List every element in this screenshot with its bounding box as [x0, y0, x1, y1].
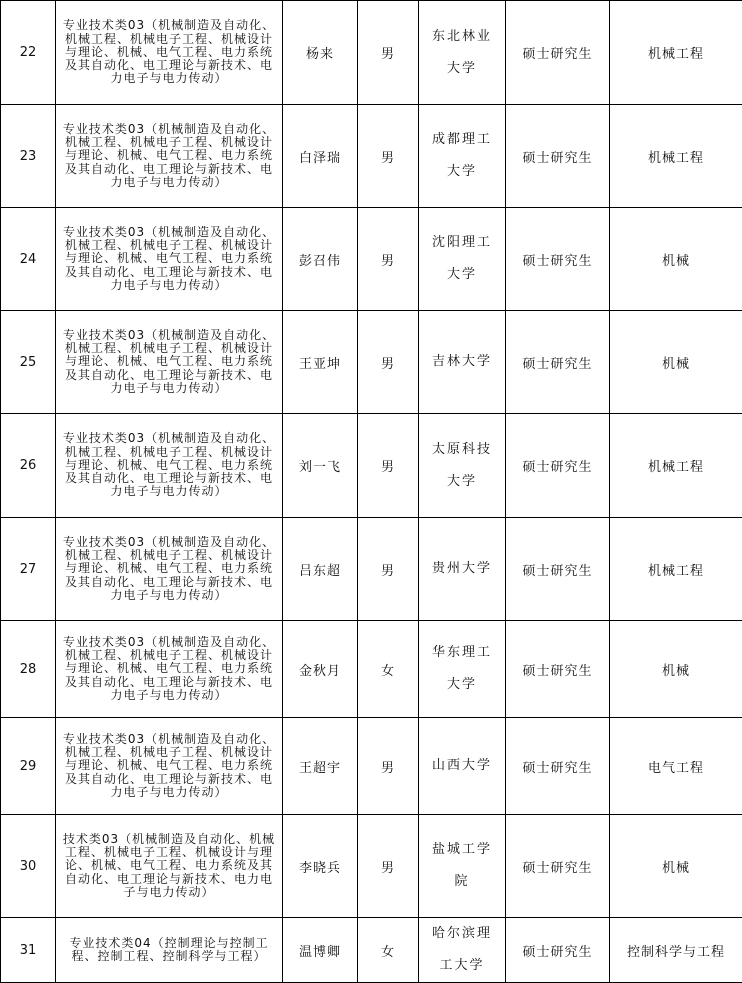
education-degree: 硕士研究生: [506, 208, 610, 311]
table-row: [1, 621, 742, 718]
education-degree: 硕士研究生: [506, 621, 610, 718]
candidate-gender: 男: [358, 414, 419, 518]
graduate-specialty: 机械工程: [610, 105, 742, 208]
row-number: 25: [1, 311, 56, 414]
position-major: 技术类03（机械制造及自动化、机械工程、机械电子工程、机械设计与理论、机械、电气工程、电力系统及其自动化、电工理论与新技术、电力电子与电力传动）: [56, 815, 283, 918]
candidate-gender: 男: [358, 815, 419, 918]
table-row: [1, 414, 742, 518]
row-number: 24: [1, 208, 56, 311]
candidate-name: 刘一飞: [283, 414, 358, 518]
table-row: [1, 105, 742, 208]
candidate-name: 彭召伟: [283, 208, 358, 311]
candidate-name: 李晓兵: [283, 815, 358, 918]
candidate-gender: 男: [358, 311, 419, 414]
row-number: 23: [1, 105, 56, 208]
graduate-school: 太原科技大学: [419, 414, 506, 518]
position-major: 专业技术类03（机械制造及自动化、机械工程、机械电子工程、机械设计与理论、机械、电气工程、电力系统及其自动化、电工理论与新技术、电力电子与电力传动）: [56, 208, 283, 311]
candidate-name: 白泽瑞: [283, 105, 358, 208]
position-major: 专业技术类03（机械制造及自动化、机械工程、机械电子工程、机械设计与理论、机械、电气工程、电力系统及其自动化、电工理论与新技术、电力电子与电力传动）: [56, 621, 283, 718]
graduate-specialty: 机械工程: [610, 518, 742, 621]
row-number: 26: [1, 414, 56, 518]
candidate-name: 杨来: [283, 1, 358, 105]
graduate-school: 盐城工学院: [419, 815, 506, 918]
education-degree: 硕士研究生: [506, 518, 610, 621]
table-row: [1, 815, 742, 918]
graduate-specialty: 机械: [610, 815, 742, 918]
position-major: 专业技术类03（机械制造及自动化、机械工程、机械电子工程、机械设计与理论、机械、电气工程、电力系统及其自动化、电工理论与新技术、电力电子与电力传动）: [56, 414, 283, 518]
position-major: 专业技术类03（机械制造及自动化、机械工程、机械电子工程、机械设计与理论、机械、电气工程、电力系统及其自动化、电工理论与新技术、电力电子与电力传动）: [56, 1, 283, 105]
table-row: [1, 1, 742, 105]
table-row: [1, 718, 742, 815]
graduate-specialty: 控制科学与工程: [610, 918, 742, 983]
graduate-specialty: 机械工程: [610, 1, 742, 105]
graduate-school: 贵州大学: [419, 518, 506, 621]
candidate-name: 金秋月: [283, 621, 358, 718]
candidate-name: 吕东超: [283, 518, 358, 621]
education-degree: 硕士研究生: [506, 105, 610, 208]
graduate-school: 吉林大学: [419, 311, 506, 414]
position-major: 专业技术类03（机械制造及自动化、机械工程、机械电子工程、机械设计与理论、机械、电气工程、电力系统及其自动化、电工理论与新技术、电力电子与电力传动）: [56, 718, 283, 815]
education-degree: 硕士研究生: [506, 918, 610, 983]
education-degree: 硕士研究生: [506, 311, 610, 414]
candidate-gender: 男: [358, 105, 419, 208]
candidate-gender: 男: [358, 718, 419, 815]
table-row: [1, 518, 742, 621]
candidate-name: 温博卿: [283, 918, 358, 983]
graduate-specialty: 机械: [610, 208, 742, 311]
candidate-name: 王亚坤: [283, 311, 358, 414]
graduate-specialty: 机械工程: [610, 414, 742, 518]
position-major: 专业技术类03（机械制造及自动化、机械工程、机械电子工程、机械设计与理论、机械、电气工程、电力系统及其自动化、电工理论与新技术、电力电子与电力传动）: [56, 311, 283, 414]
education-degree: 硕士研究生: [506, 1, 610, 105]
graduate-school: 成都理工大学: [419, 105, 506, 208]
graduate-school: 东北林业大学: [419, 1, 506, 105]
candidate-gender: 女: [358, 918, 419, 983]
row-number: 27: [1, 518, 56, 621]
education-degree: 硕士研究生: [506, 815, 610, 918]
candidate-gender: 男: [358, 1, 419, 105]
candidate-gender: 女: [358, 621, 419, 718]
graduate-specialty: 机械: [610, 311, 742, 414]
table-row: [1, 311, 742, 414]
row-number: 28: [1, 621, 56, 718]
position-major: 专业技术类03（机械制造及自动化、机械工程、机械电子工程、机械设计与理论、机械、电气工程、电力系统及其自动化、电工理论与新技术、电力电子与电力传动）: [56, 105, 283, 208]
row-number: 31: [1, 918, 56, 983]
position-major: 专业技术类03（机械制造及自动化、机械工程、机械电子工程、机械设计与理论、机械、电气工程、电力系统及其自动化、电工理论与新技术、电力电子与电力传动）: [56, 518, 283, 621]
row-number: 30: [1, 815, 56, 918]
table-row: [1, 918, 742, 983]
row-number: 22: [1, 1, 56, 105]
graduate-specialty: 电气工程: [610, 718, 742, 815]
education-degree: 硕士研究生: [506, 718, 610, 815]
graduate-school: 沈阳理工大学: [419, 208, 506, 311]
table-row: [1, 208, 742, 311]
candidate-name: 王超宇: [283, 718, 358, 815]
position-major: 专业技术类04（控制理论与控制工程、控制工程、控制科学与工程）: [56, 918, 283, 983]
education-degree: 硕士研究生: [506, 414, 610, 518]
row-number: 29: [1, 718, 56, 815]
graduate-school: 华东理工大学: [419, 621, 506, 718]
graduate-school: 哈尔滨理工大学: [419, 918, 506, 983]
graduate-school: 山西大学: [419, 718, 506, 815]
candidate-gender: 男: [358, 208, 419, 311]
candidate-gender: 男: [358, 518, 419, 621]
graduate-specialty: 机械: [610, 621, 742, 718]
